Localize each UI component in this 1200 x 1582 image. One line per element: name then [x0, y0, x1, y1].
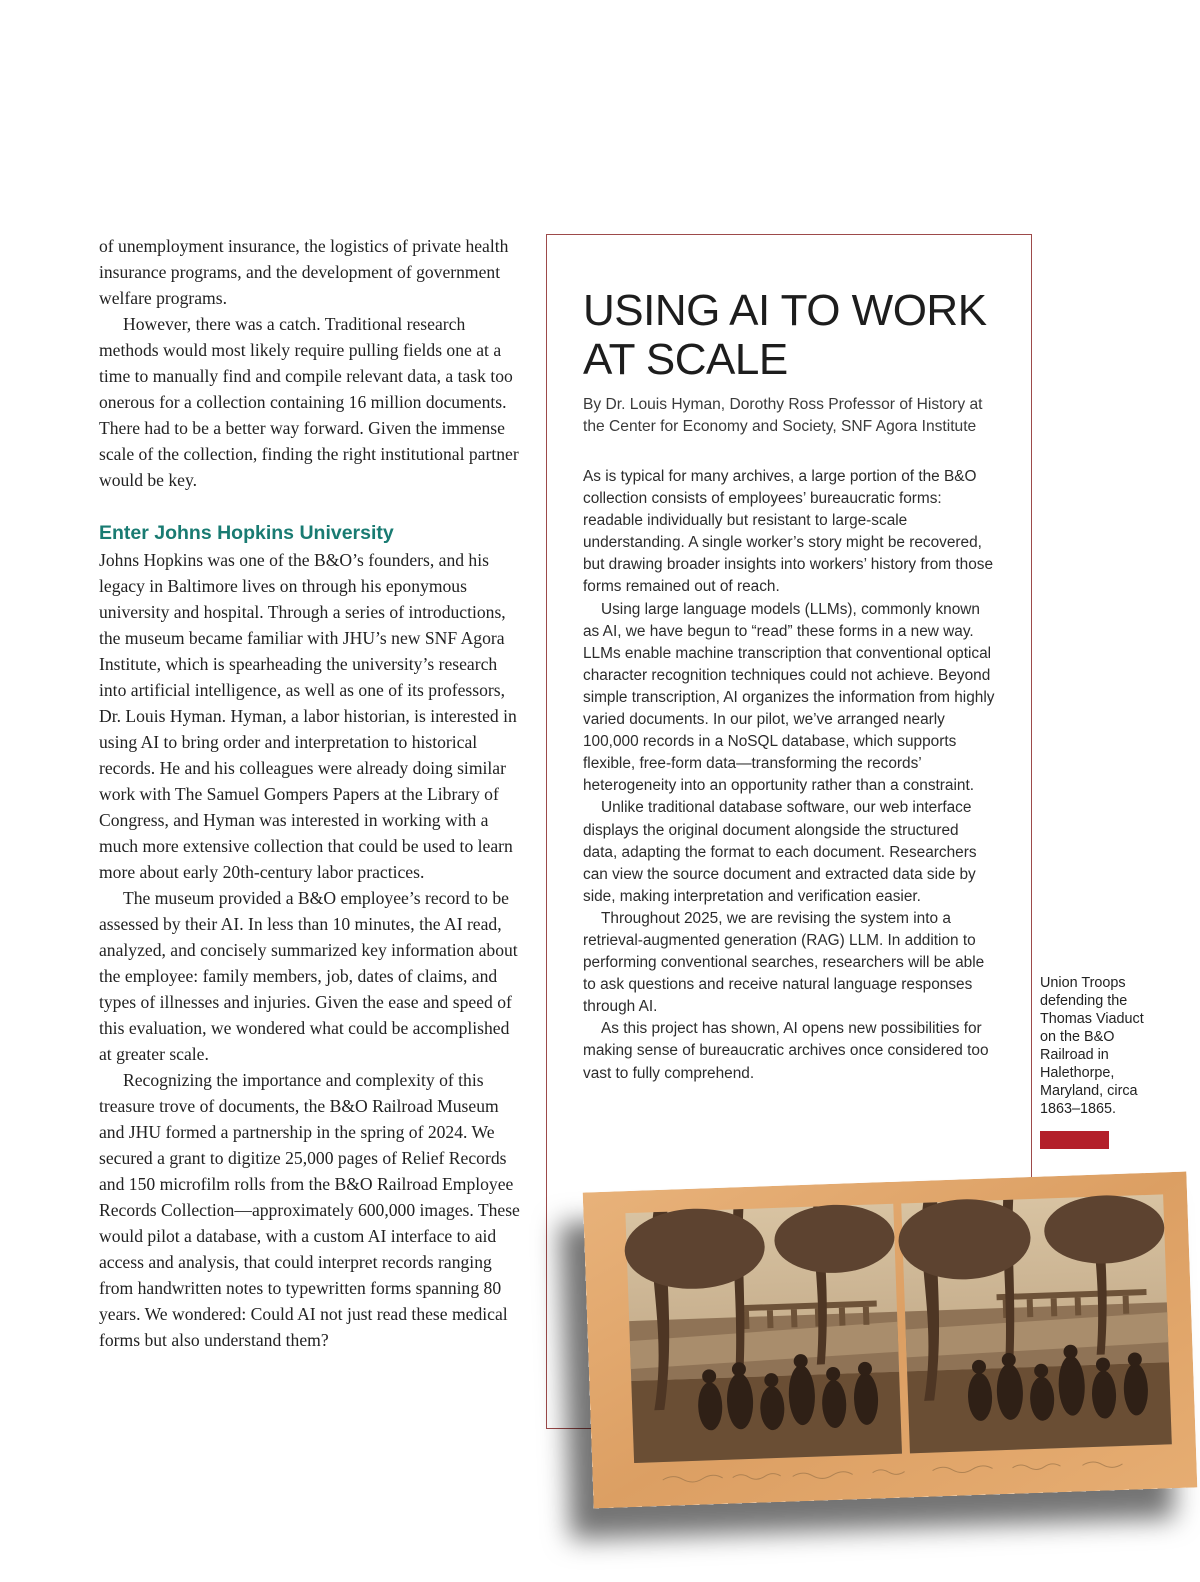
body-paragraph: Recognizing the importance and complexity of this treasure trove of documents, the B&O Railroad Museum and JHU formed a partnership in the spring of 2024. We secured a grant to digitize 25,000 pages of Relief Records and 150 microfilm rolls from the B&O Railroad Employee Records Collection—approximately 600,000 images. These would pilot a database, with a custom AI interface to aid access and analysis, that could interpret records ranging from handwritten notes to typewritten forms spanning 80 years. We wondered: Could AI not just read these medical forms but also understand them? [99, 1070, 520, 1350]
section-heading: Enter Johns Hopkins University [99, 522, 394, 544]
sidebar-paragraph: Using large language models (LLMs), commonly known as AI, we have begun to “read” these forms in a new way. LLMs enable machine transcription that conventional optical character recognition techniques could not achieve. Beyond simple transcription, AI organizes the information from highly varied documents. In our pilot, we’ve arranged nearly 100,000 records in a NoSQL database, which supports flexible, free-form data—transforming the records’ heterogeneity into an opportunity rather than a constraint. [583, 600, 995, 795]
sidebar-paragraph: As this project has shown, AI opens new possibilities for making sense of bureaucratic archives once considered too vast to fully comprehend. [583, 1020, 989, 1082]
sidebar-paragraph: As is typical for many archives, a large portion of the B&O collection consists of employees’ bureaucratic forms: readable individually but resistant to large-scale understanding. A single worker’s story might be recovered, but drawing broader insights into workers’ history from those forms remained out of reach. [583, 468, 994, 596]
caption-accent-bar [1040, 1131, 1109, 1149]
body-paragraph: Johns Hopkins was one of the B&O’s founders, and his legacy in Baltimore lives on through his eponymous university and hospital. Through a series of introductions, the museum became familiar with JHU’s new SNF Agora Institute, which is spearheading the university’s research into artificial intelligence, as well as one of its professors, Dr. Louis Hyman. Hyman, a labor historian, is interested in using AI to bring order and interpretation to historical records. He and his colleagues were already doing similar work with The Samuel Gompers Papers at the Library of Congress, and Hyman was interested in working with a much more extensive collection that could be used to learn more about early 20th-century labor practices. [99, 550, 517, 882]
photo-left [623, 1202, 902, 1463]
sidebar-paragraph: Throughout 2025, we are revising the system into a retrieval-augmented generation (RAG) LLM. In addition to performing conventional searches, researchers will be able to ask questions and receive natural language responses through AI. [583, 909, 985, 1016]
sidebar-body [583, 466, 995, 1085]
sidebar-paragraph: Unlike traditional database software, our web interface displays the original document alongside the structured data, adapting the format to each document. Researchers can view the source document and extracted data side by side, making interpretation and verification easier. [583, 799, 977, 905]
stereoview-photo [583, 1172, 1198, 1509]
sidebar-title: USING AI TO WORK AT SCALE [583, 286, 987, 384]
body-paragraph: However, there was a catch. Traditional research methods would most likely require pulling fields one at a time to manually find and compile relevant data, a task too onerous for a collection containing 16 million documents. There had to be a better way forward. Given the immense scale of the collection, finding the right institutional partner would be key. [99, 314, 519, 490]
photo-caption: Union Troops defending the Thomas Viaduct on the B&O Railroad in Halethorpe, Maryland, circa 1863–1865. [1040, 975, 1144, 1117]
body-paragraph: The museum provided a B&O employee’s record to be assessed by their AI. In less than 10 minutes, the AI read, analyzed, and concisely summarized key information about the employee: family members, job, dates of claims, and types of illnesses and injuries. Given the ease and speed of this evaluation, we wondered what could be accomplished at greater scale. [99, 888, 518, 1064]
stereoview-card [583, 1172, 1198, 1509]
sidebar [583, 286, 995, 1085]
sidebar-byline: By Dr. Louis Hyman, Dorothy Ross Professor of History at the Center for Economy and Society, SNF Agora Institute [583, 396, 983, 435]
body-paragraph: of unemployment insurance, the logistics of private health insurance programs, and the development of government welfare programs. [99, 236, 509, 308]
photo-right [897, 1192, 1172, 1453]
left-column [99, 233, 523, 1353]
